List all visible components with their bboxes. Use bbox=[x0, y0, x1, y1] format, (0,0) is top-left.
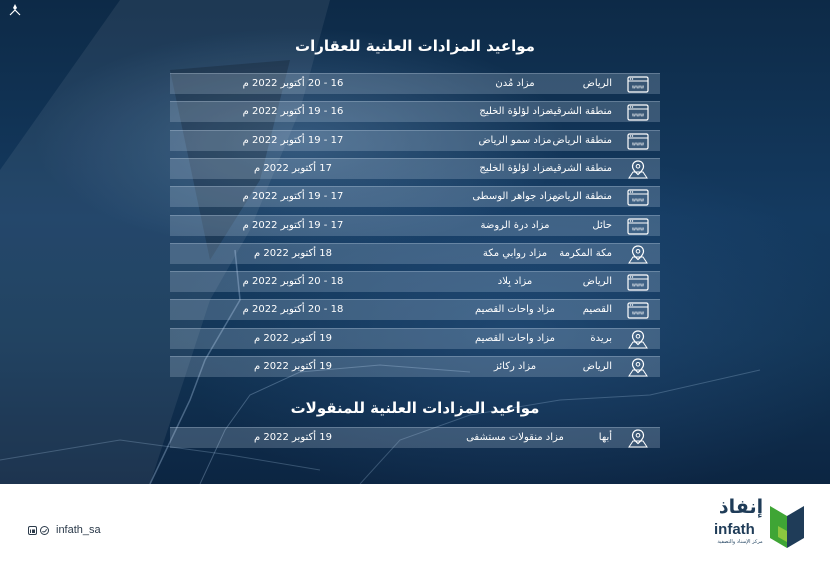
city-label: حائل bbox=[592, 219, 612, 231]
svg-text:www: www bbox=[631, 197, 645, 204]
auction-date: 18 - 20 أكتوبر 2022 م bbox=[242, 304, 344, 316]
real-estate-row bbox=[170, 130, 660, 151]
auction-date: 18 أكتوبر 2022 م bbox=[254, 247, 332, 259]
auction-date: 16 - 20 أكتوبر 2022 م bbox=[242, 78, 344, 89]
auction-date: 19 أكتوبر 2022 م bbox=[254, 361, 332, 372]
city-label: منطقة الرياض bbox=[552, 134, 612, 146]
auction-date: 17 - 19 أكتوبر 2022 م bbox=[242, 219, 344, 231]
location-icon bbox=[626, 329, 650, 350]
city-label: منطقة الرياض bbox=[552, 191, 612, 203]
auction-name: مزاد سمو الرياض bbox=[478, 134, 552, 146]
svg-text:www: www bbox=[631, 84, 645, 91]
real-estate-row bbox=[170, 158, 660, 179]
real-estate-row bbox=[170, 328, 660, 349]
auction-name: مزاد لؤلؤة الخليج bbox=[479, 106, 551, 118]
city-label: أبها bbox=[598, 432, 612, 443]
auction-name: مزاد بِلاد bbox=[497, 276, 533, 288]
auction-name: مزاد لؤلؤة الخليج bbox=[479, 162, 551, 174]
linkedin-icon[interactable] bbox=[28, 526, 37, 535]
auction-name: مزاد ركائز bbox=[493, 361, 537, 372]
auction-date: 19 أكتوبر 2022 م bbox=[254, 432, 332, 443]
real-estate-row bbox=[170, 299, 660, 320]
city-label: بريدة bbox=[590, 332, 612, 344]
city-label: منطقة الشرقية bbox=[548, 162, 612, 174]
logo-subtitle: مركز الإسناد والتصفية bbox=[717, 539, 763, 545]
web-icon bbox=[626, 187, 650, 208]
social-handle[interactable]: infath_sa bbox=[56, 524, 101, 536]
logo-english-text: infath bbox=[714, 521, 755, 538]
location-icon bbox=[626, 428, 650, 449]
movables-title: مواعيد المزادات العلنية للمنقولات bbox=[290, 399, 540, 417]
web-icon bbox=[626, 131, 650, 152]
city-label: الرياض bbox=[582, 276, 612, 288]
saudi-emblem-icon bbox=[8, 4, 22, 16]
svg-text:www: www bbox=[631, 141, 645, 148]
auction-date: 17 - 19 أكتوبر 2022 م bbox=[242, 191, 344, 203]
logo-arabic-text: إنفاذ bbox=[718, 496, 764, 518]
social-links bbox=[28, 524, 101, 536]
auction-date: 16 - 19 أكتوبر 2022 م bbox=[242, 106, 344, 118]
svg-text:www: www bbox=[631, 282, 645, 289]
city-label: القصيم bbox=[582, 304, 612, 316]
web-icon bbox=[626, 102, 650, 123]
footer bbox=[0, 484, 830, 575]
auction-name: مزاد واحات القصيم bbox=[475, 304, 555, 316]
auction-date: 17 أكتوبر 2022 م bbox=[254, 162, 332, 174]
svg-text:www: www bbox=[631, 112, 645, 119]
auction-date: 18 - 20 أكتوبر 2022 م bbox=[242, 276, 344, 288]
location-icon bbox=[626, 159, 650, 180]
movables-row bbox=[170, 427, 660, 448]
web-icon bbox=[626, 300, 650, 321]
auction-name: مزاد درة الروضة bbox=[480, 219, 550, 231]
location-icon bbox=[626, 244, 650, 265]
city-label: الرياض bbox=[582, 78, 612, 89]
real-estate-row bbox=[170, 215, 660, 236]
svg-text:www: www bbox=[631, 226, 645, 232]
twitter-icon[interactable] bbox=[40, 526, 49, 535]
real-estate-title: مواعيد المزادات العلنية للعقارات bbox=[295, 37, 535, 55]
auction-name: مزاد واحات القصيم bbox=[475, 332, 555, 344]
auction-date: 19 أكتوبر 2022 م bbox=[254, 332, 332, 344]
svg-text:www: www bbox=[631, 310, 645, 317]
real-estate-row bbox=[170, 73, 660, 94]
auction-name: مزاد مُدن bbox=[495, 78, 535, 89]
real-estate-row bbox=[170, 243, 660, 264]
real-estate-row bbox=[170, 271, 660, 292]
infath-logo-mark bbox=[770, 502, 804, 556]
city-label: الرياض bbox=[582, 361, 612, 372]
real-estate-row bbox=[170, 356, 660, 377]
real-estate-row bbox=[170, 101, 660, 122]
auction-date: 17 - 19 أكتوبر 2022 م bbox=[242, 134, 344, 146]
web-icon bbox=[626, 272, 650, 293]
auction-name: مزاد روابي مكة bbox=[482, 247, 548, 259]
city-label: منطقة الشرقية bbox=[548, 106, 612, 118]
web-icon bbox=[626, 216, 650, 237]
auction-name: مزاد جواهر الوسطى bbox=[472, 191, 558, 203]
location-icon bbox=[626, 357, 650, 378]
city-label: مكة المكرمة bbox=[559, 247, 612, 259]
web-icon bbox=[626, 74, 650, 95]
auction-name: مزاد منقولات مستشفى bbox=[466, 432, 564, 443]
real-estate-row bbox=[170, 186, 660, 207]
